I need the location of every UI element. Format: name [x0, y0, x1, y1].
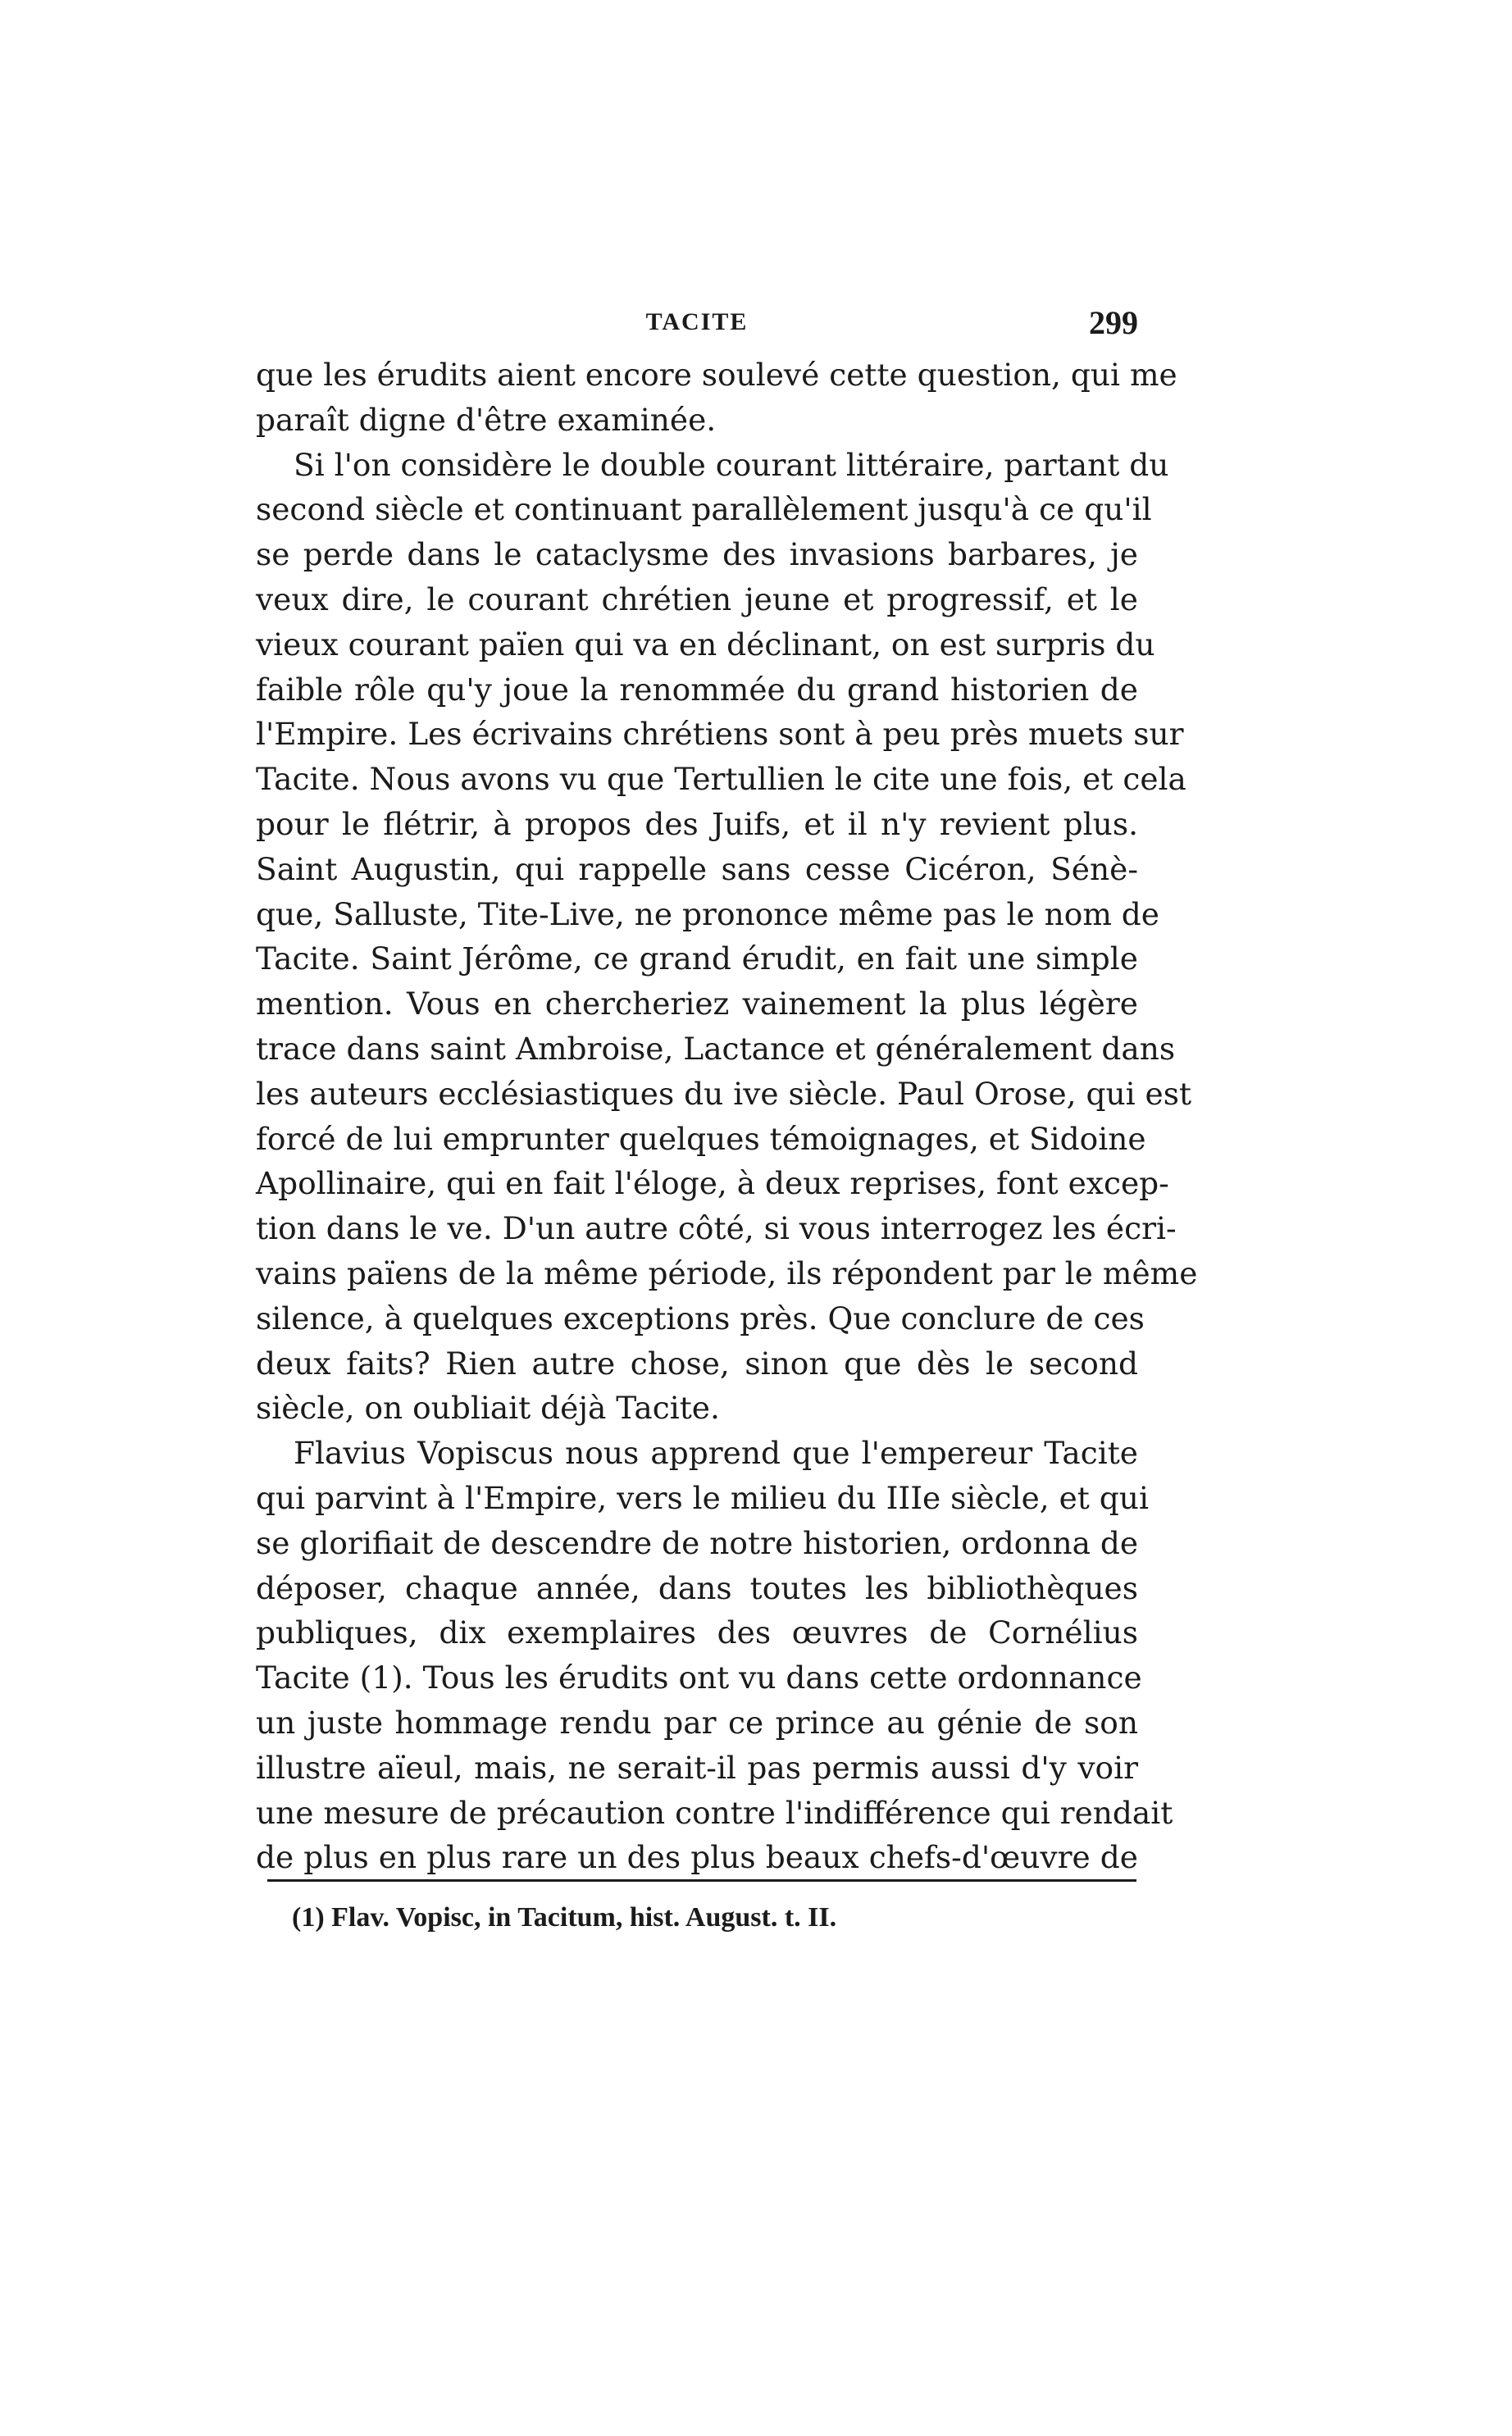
footnote-divider: [267, 1879, 1136, 1882]
text-line: publiques, dix exemplaires des œuvres de Cornélius: [256, 1614, 1138, 1651]
text-line: Tacite (1). Tous les érudits ont vu dans cette ordonnance: [256, 1660, 1142, 1696]
text-line: vains païens de la même période, ils répondent par le même: [256, 1254, 1198, 1291]
text-line: se glorifiait de descendre de notre historien, ordonna de: [256, 1524, 1139, 1561]
text-line: faible rôle qu'y joue la renommée du grand historien de: [256, 671, 1138, 708]
text-line: l'Empire. Les écrivains chrétiens sont à peu près muets sur: [256, 716, 1184, 753]
text-line: paraît digne d'être examinée.: [256, 401, 717, 438]
text-line: Saint Augustin, qui rappelle sans cesse Cicéron, Sénè-: [256, 850, 1138, 887]
body-text: [256, 353, 1198, 1880]
footnote: (1) Flav. Vopisc, in Tacitum, hist. August. t. II.: [292, 1902, 837, 1933]
text-line: veux dire, le courant chrétien jeune et progressif, et le: [256, 581, 1138, 617]
text-line: se perde dans le cataclysme des invasions barbares, je: [256, 536, 1138, 573]
text-line: déposer, chaque année, dans toutes les bibliothèques: [256, 1569, 1138, 1606]
text-line: deux faits? Rien autre chose, sinon que dès le second: [256, 1345, 1138, 1382]
text-line: qui parvint à l'Empire, vers le milieu du IIIe siècle, et qui: [256, 1479, 1149, 1516]
page-header: [256, 303, 1138, 344]
text-line: Tacite. Saint Jérôme, ce grand érudit, en fait une simple: [256, 940, 1138, 977]
text-line: de plus en plus rare un des plus beaux chefs-d'œuvre de: [256, 1839, 1138, 1876]
text-line: vieux courant païen qui va en déclinant, on est surpris du: [256, 626, 1155, 663]
text-line: siècle, on oubliait déjà Tacite.: [256, 1390, 720, 1427]
text-line: Flavius Vopiscus nous apprend que l'empereur Tacite: [294, 1435, 1138, 1472]
text-line: un juste hommage rendu par ce prince au génie de son: [256, 1704, 1138, 1741]
text-line: tion dans le ve. D'un autre côté, si vous interrogez les écri-: [256, 1210, 1177, 1247]
text-line: Apollinaire, qui en fait l'éloge, à deux reprises, font excep-: [256, 1165, 1169, 1202]
text-line: silence, à quelques exceptions près. Que conclure de ces: [256, 1300, 1145, 1336]
text-line: que les érudits aient encore soulevé cette question, qui me: [256, 357, 1177, 393]
running-title: TACITE: [645, 308, 749, 335]
text-line: une mesure de précaution contre l'indifférence qui rendait: [256, 1794, 1173, 1831]
text-line: illustre aïeul, mais, ne serait-il pas permis aussi d'y voir: [256, 1749, 1138, 1786]
text-line: pour le flétrir, à propos des Juifs, et il n'y revient plus.: [256, 805, 1138, 842]
text-line: les auteurs ecclésiastiques du ive siècle. Paul Orose, qui est: [256, 1075, 1192, 1112]
text-line: second siècle et continuant parallèlement jusqu'à ce qu'il: [256, 491, 1152, 528]
text-line: trace dans saint Ambroise, Lactance et généralement dans: [256, 1030, 1176, 1067]
text-line: mention. Vous en chercheriez vainement la plus légère: [256, 986, 1138, 1022]
text-line: que, Salluste, Tite-Live, ne prononce même pas le nom de: [256, 895, 1160, 932]
page-number: 299: [1089, 304, 1138, 341]
text-line: Si l'on considère le double courant littéraire, partant du: [294, 446, 1169, 483]
text-line: Tacite. Nous avons vu que Tertullien le cite une fois, et cela: [256, 761, 1186, 798]
text-line: forcé de lui emprunter quelques témoignages, et Sidoine: [256, 1120, 1146, 1157]
